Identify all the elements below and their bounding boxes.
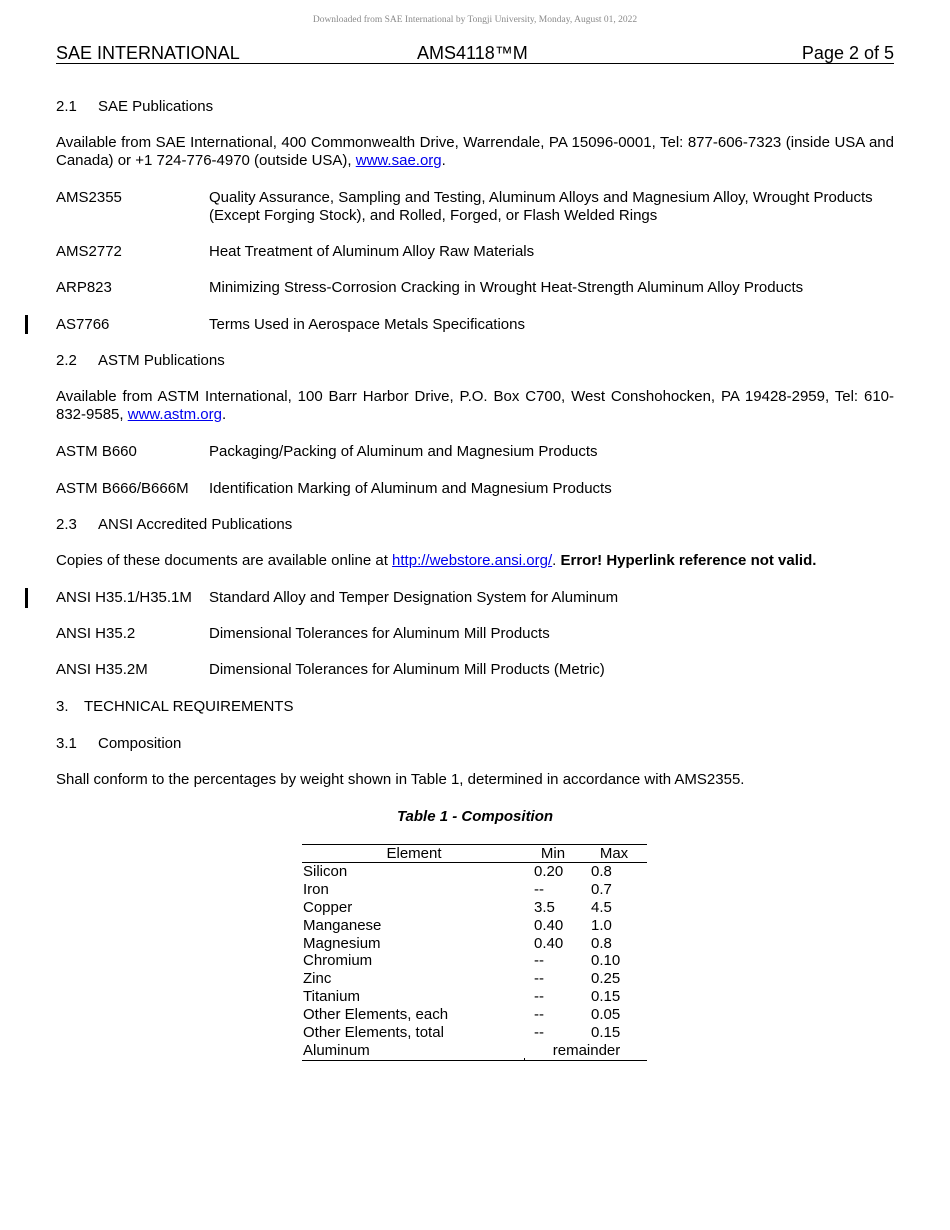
header-org: SAE INTERNATIONAL bbox=[56, 43, 240, 63]
table-cell-min: -- bbox=[534, 1024, 544, 1042]
table-cell-element: Silicon bbox=[303, 863, 348, 880]
table-row bbox=[302, 881, 647, 899]
table-header-row bbox=[302, 845, 647, 863]
table-cell-element: Zinc bbox=[303, 970, 332, 988]
reference-description: Quality Assurance, Sampling and Testing, Aluminum Alloys and Magnesium Alloy, Wrought Products (Except Forging Stock), and Rolled, Forged, or Flash Welded Rings bbox=[209, 189, 873, 224]
section-2-2-heading bbox=[56, 352, 225, 370]
table-cell-max: 0.05 bbox=[591, 1006, 621, 1024]
section-3-heading bbox=[56, 698, 293, 716]
section-number: 2.2 bbox=[56, 352, 77, 369]
section-title: TECHNICAL REQUIREMENTS bbox=[84, 698, 294, 715]
section-title: ASTM Publications bbox=[98, 352, 225, 369]
column-header-min: Min bbox=[540, 845, 566, 862]
table-row-aluminum bbox=[302, 1042, 647, 1060]
sae-website-link[interactable]: www.sae.org bbox=[355, 152, 442, 169]
table-cell-min: 0.40 bbox=[534, 934, 564, 952]
section-3-1-heading bbox=[56, 735, 181, 753]
section-2-1-heading bbox=[56, 98, 213, 116]
reference-code: AMS2355 bbox=[56, 189, 122, 206]
reference-description: Identification Marking of Aluminum and Magnesium Products bbox=[209, 480, 612, 497]
table-cell-element: Chromium bbox=[303, 952, 373, 970]
reference-description: Terms Used in Aerospace Metals Specifications bbox=[209, 316, 525, 333]
table-row bbox=[302, 899, 647, 917]
sae-availability-text: Available from SAE International, 400 Commonwealth Drive, Warrendale, PA 15096-0001, Tel: 877-606-7323 (inside USA and Canada) or +1 724-776-4970 (outside USA), bbox=[56, 134, 894, 169]
table-row bbox=[302, 1006, 647, 1024]
section-number: 3. bbox=[56, 698, 69, 715]
table-cell-element: Titanium bbox=[303, 988, 360, 1006]
page-header bbox=[56, 43, 894, 64]
column-header-max: Max bbox=[599, 845, 629, 862]
table-cell-min: -- bbox=[534, 988, 544, 1006]
table-row bbox=[302, 988, 647, 1006]
table-cell-max: 0.10 bbox=[591, 952, 621, 970]
table-row bbox=[302, 952, 647, 970]
hyperlink-error-text: Error! Hyperlink reference not valid. bbox=[560, 552, 817, 569]
table-cell-element: Other Elements, total bbox=[303, 1024, 444, 1042]
section-title: ANSI Accredited Publications bbox=[98, 516, 293, 533]
section-title: SAE Publications bbox=[98, 98, 214, 115]
header-page-number: Page 2 of 5 bbox=[801, 43, 894, 63]
table-cell-max: 0.8 bbox=[591, 934, 612, 952]
table-cell-max: 1.0 bbox=[591, 916, 612, 934]
reference-description: Heat Treatment of Aluminum Alloy Raw Materials bbox=[209, 243, 535, 260]
reference-code: ANSI H35.1/H35.1M bbox=[56, 589, 192, 606]
table-cell-min: 0.20 bbox=[534, 863, 564, 880]
astm-website-link[interactable]: www.astm.org bbox=[127, 406, 222, 423]
table-cell-min: 0.40 bbox=[534, 916, 564, 934]
reference-code: AS7766 bbox=[56, 316, 110, 333]
header-doc-number: AMS4118™M bbox=[417, 43, 528, 63]
table-row bbox=[302, 1024, 647, 1042]
section-title: Composition bbox=[98, 735, 182, 752]
table-cell-remainder: remainder bbox=[552, 1041, 621, 1059]
table-row bbox=[302, 917, 647, 935]
table-cell-min: 3.5 bbox=[534, 898, 555, 916]
table-caption: Table 1 - Composition bbox=[396, 808, 554, 825]
table-cell-min: -- bbox=[534, 970, 544, 988]
revision-change-bar bbox=[25, 588, 28, 608]
table-row bbox=[302, 935, 647, 953]
astm-availability-text: Available from ASTM International, 100 Barr Harbor Drive, P.O. Box C700, West Conshohocken, PA 19428-2959, Tel: 610-832-9585, bbox=[56, 388, 894, 423]
table-row bbox=[302, 863, 647, 881]
reference-description: Dimensional Tolerances for Aluminum Mill Products bbox=[209, 625, 550, 642]
composition-paragraph: Shall conform to the percentages by weight shown in Table 1, determined in accordance with AMS2355. bbox=[56, 771, 745, 788]
column-header-element: Element bbox=[386, 845, 442, 862]
table-row bbox=[302, 970, 647, 988]
column-divider-tick bbox=[524, 1058, 525, 1061]
reference-description: Dimensional Tolerances for Aluminum Mill Products (Metric) bbox=[209, 661, 605, 678]
table-cell-max: 0.25 bbox=[591, 970, 621, 988]
ansi-copies-paragraph: Copies of these documents are available online at http://webstore.ansi.org/. Error! Hyperlink reference not valid. bbox=[56, 552, 817, 569]
table-cell-min: -- bbox=[534, 952, 544, 970]
reference-code: AMS2772 bbox=[56, 243, 122, 260]
table-cell-max: 0.7 bbox=[591, 880, 612, 898]
section-number: 2.1 bbox=[56, 98, 77, 115]
ansi-copies-text: Copies of these documents are available online at bbox=[56, 552, 393, 569]
section-number: 3.1 bbox=[56, 735, 77, 752]
table-cell-element: Other Elements, each bbox=[303, 1006, 449, 1024]
section-number: 2.3 bbox=[56, 516, 77, 533]
composition-table bbox=[302, 844, 647, 1061]
reference-code: ARP823 bbox=[56, 279, 112, 296]
download-watermark: Downloaded from SAE International by Tongji University, Monday, August 01, 2022 bbox=[312, 15, 638, 25]
table-cell-element: Manganese bbox=[303, 916, 382, 934]
table-cell-element: Aluminum bbox=[303, 1041, 370, 1059]
table-cell-min: -- bbox=[534, 1006, 544, 1024]
table-cell-element: Magnesium bbox=[303, 934, 381, 952]
astm-availability-paragraph: Available from ASTM International, 100 Barr Harbor Drive, P.O. Box C700, West Conshohocken, PA 19428-2959, Tel: 610-832-9585, www.astm.org. bbox=[56, 388, 894, 423]
section-2-3-heading bbox=[56, 516, 292, 534]
reference-description: Standard Alloy and Temper Designation System for Aluminum bbox=[209, 589, 619, 606]
reference-description: Packaging/Packing of Aluminum and Magnesium Products bbox=[209, 443, 598, 460]
reference-description: Minimizing Stress-Corrosion Cracking in Wrought Heat-Strength Aluminum Alloy Products bbox=[209, 279, 804, 296]
table-cell-max: 0.8 bbox=[591, 863, 612, 880]
sae-availability-paragraph: Available from SAE International, 400 Commonwealth Drive, Warrendale, PA 15096-0001, Tel: 877-606-7323 (inside USA and Canada) or +1 724-776-4970 (outside USA), www.sae.org. bbox=[56, 134, 894, 169]
table-cell-max: 0.15 bbox=[591, 988, 621, 1006]
table-cell-element: Iron bbox=[303, 880, 329, 898]
ansi-webstore-link[interactable]: http://webstore.ansi.org/ bbox=[392, 552, 553, 569]
reference-code: ASTM B666/B666M bbox=[56, 480, 189, 497]
reference-code: ASTM B660 bbox=[56, 443, 137, 460]
reference-code: ANSI H35.2M bbox=[56, 661, 148, 678]
table-cell-max: 0.15 bbox=[591, 1024, 621, 1042]
reference-code: ANSI H35.2 bbox=[56, 625, 136, 642]
table-body bbox=[302, 863, 647, 1042]
table-cell-element: Copper bbox=[303, 898, 353, 916]
revision-change-bar bbox=[25, 315, 28, 334]
table-cell-max: 4.5 bbox=[591, 898, 612, 916]
table-cell-min: -- bbox=[534, 880, 544, 898]
